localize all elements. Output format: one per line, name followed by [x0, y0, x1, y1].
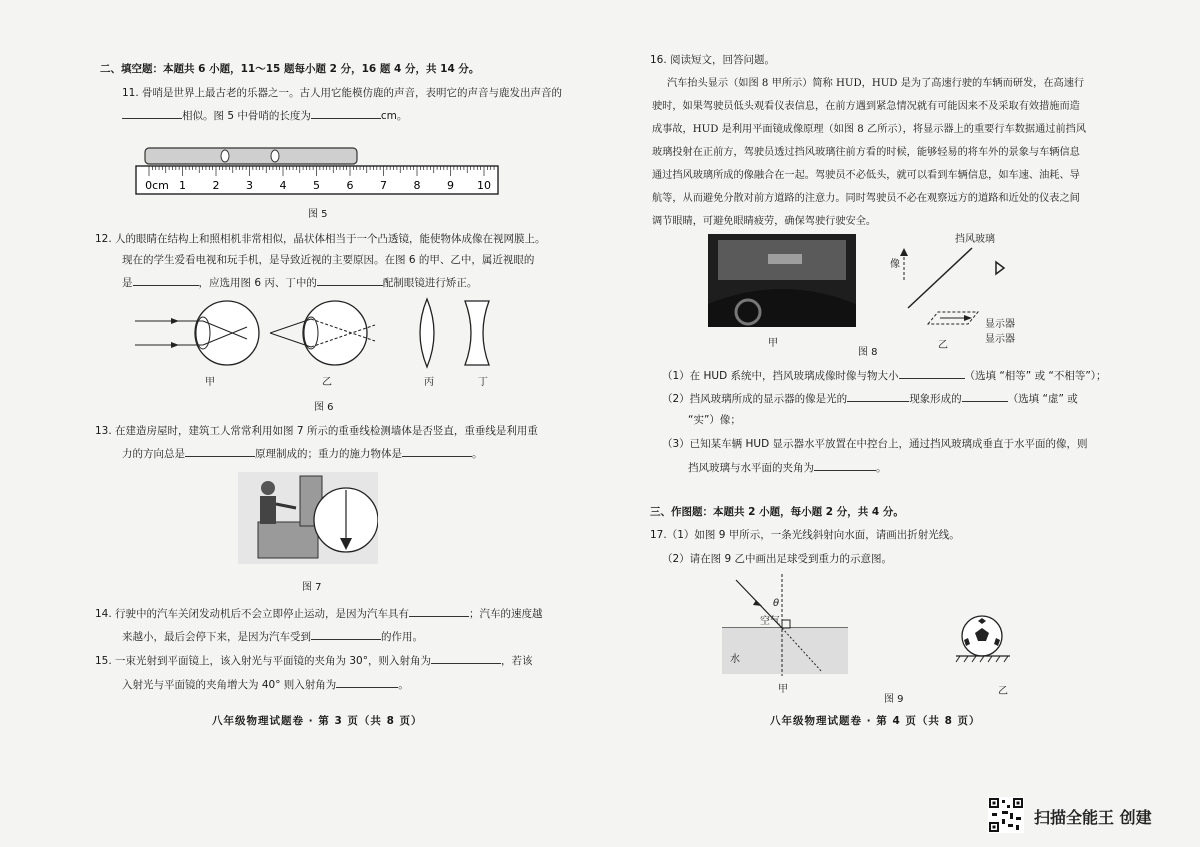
eye-jia [135, 301, 259, 365]
q16-2-blank2[interactable] [962, 391, 1008, 402]
right-footer: 八年级物理试题卷 · 第 4 页（共 8 页） [770, 715, 981, 727]
q12-blank1[interactable] [133, 275, 199, 286]
windshield-line [908, 248, 972, 308]
q12-line2: 现在的学生爱看电视和玩手机，是导致近视的主要原因。在图 6 的甲、乙中，属近视眼的 [122, 254, 535, 266]
fig8-label-yi: 乙 [938, 340, 948, 351]
q16-2: （2）挡风玻璃所成的显示器的像是光的 现象形成的 （选填 “虚” 或 [662, 393, 1078, 405]
q14-line1: 14. 行驶中的汽车关闭发动机后不会立即停止运动，是因为汽车具有 ；汽车的速度越 [95, 608, 543, 620]
q16-1: （1）在 HUD 系统中，挡风玻璃成像时像与物大小 （选填 “相等” 或 “不相等”）； [662, 370, 1107, 382]
figure-6-eyes-lenses [135, 295, 515, 373]
left-footer: 八年级物理试题卷 · 第 3 页（共 8 页） [212, 715, 423, 727]
q16-3-line1: （3）已知某车辆 HUD 显示器水平放置在中控台上，通过挡风玻璃成垂直于水平面的像，则 [662, 438, 1088, 450]
passage-line: 成事故，HUD 是利用平面镜成像原理（如图 8 乙所示），将显示器上的重要行车数据通过前挡风 [652, 124, 1087, 135]
q16-3-line2: 挡风玻璃与水平面的夹角为 。 [688, 462, 887, 474]
section2-header: 二、填空题：本题共 6 小题，11～15 题每小题 2 分，16 题 4 分，共 14 分。 [100, 63, 480, 75]
fig9-label-yi: 乙 [998, 686, 1008, 697]
convex-lens-bing [420, 299, 434, 367]
refraction-diagram [722, 572, 858, 680]
q12-line1: 12. 人的眼睛在结构上和照相机非常相似，晶状体相当于一个凸透镜，能使物体成像在视网膜上。 [95, 233, 546, 245]
fig8-display-label1: 显示器 [985, 319, 1015, 330]
fig6-caption: 图 6 [314, 402, 334, 413]
eye-icon [996, 262, 1004, 274]
q16-2-blank1[interactable] [847, 391, 909, 402]
qr-code-icon [988, 797, 1024, 833]
right-page [600, 0, 1200, 847]
q11-blank2[interactable] [311, 108, 381, 119]
bone-whistle [145, 148, 357, 164]
ruler-label: 4 [279, 179, 287, 192]
figure-5-ruler [135, 140, 505, 198]
passage-line: 汽车抬头显示（如图 8 甲所示）简称 HUD，HUD 是为了高速行驶的车辆而研发，在高速行 [667, 78, 1085, 89]
fig8-display-label2: 显示器 [985, 334, 1015, 345]
fig6-label-jia: 甲 [205, 377, 215, 388]
fig8-label-jia: 甲 [768, 338, 778, 349]
fig9-caption: 图 9 [884, 694, 904, 705]
passage-line: 通过挡风玻璃所成的像融合在一起。驾驶员不必低头，就可以看到车辆信息，如车速、油耗、导 [652, 170, 1080, 181]
ruler-label: 5 [313, 179, 320, 192]
q16-1-blank[interactable] [899, 368, 965, 379]
football-diagram [952, 612, 1014, 672]
fig6-label-bing: 丙 [424, 377, 434, 388]
passage-line: 航等，从而避免分散对前方道路的注意力。同时驾驶员不必在观察远方的道路和近处的仪表之间 [652, 193, 1080, 204]
ruler-label: 0cm [145, 179, 169, 192]
q13-blank1[interactable] [185, 446, 255, 457]
q16-3-blank[interactable] [814, 460, 876, 471]
q12-blank2[interactable] [317, 275, 383, 286]
ruler-label: 8 [413, 179, 421, 192]
ruler-label: 2 [212, 179, 220, 192]
q11-line2: 相似。图 5 中骨哨的长度为 cm。 [122, 108, 407, 123]
figure-7-plumb-line [238, 472, 378, 564]
whistle-hole [221, 150, 229, 162]
q13-line1: 13. 在建造房屋时，建筑工人常常利用如图 7 所示的重垂线检测墙体是否竖直，重垂线是利用重 [95, 425, 538, 437]
q14-blank1[interactable] [409, 606, 469, 617]
fig7-caption: 图 7 [302, 582, 322, 593]
fig8-image-label: 像 [890, 259, 900, 270]
scanner-watermark [988, 797, 1188, 833]
section3-header: 三、作图题：本题共 2 小题，每小题 2 分，共 4 分。 [650, 506, 904, 518]
passage-line: 调节眼睛，可避免眼睛疲劳，确保驾驶行驶安全。 [652, 216, 877, 227]
fig9-air-label: 空气 [760, 616, 780, 627]
q13-line2: 力的方向总是 原理制成的；重力的施力物体是 。 [122, 448, 483, 460]
fig8-caption: 图 8 [858, 347, 878, 358]
q13-blank2[interactable] [402, 446, 472, 457]
q11-blank1[interactable] [122, 108, 182, 119]
ruler-label: 6 [346, 179, 354, 192]
ruler-label: 9 [447, 179, 454, 192]
whistle-hole [271, 150, 279, 162]
fig6-label-ding: 丁 [478, 377, 488, 388]
q15-blank2[interactable] [336, 677, 398, 688]
q15-blank1[interactable] [431, 653, 501, 664]
ruler-label: 1 [179, 179, 186, 192]
ruler-label: 7 [380, 179, 387, 192]
q17-1: 17.（1）如图 9 甲所示，一条光线斜射向水面，请画出折射光线。 [650, 529, 960, 541]
q15-line1: 15. 一束光射到平面镜上，该入射光与平面镜的夹角为 30°，则入射角为 ，若该 [95, 655, 533, 667]
q11-line1: 11. 骨哨是世界上最古老的乐器之一。古人用它能模仿鹿的声音，表明它的声音与鹿发出声音的 [122, 87, 563, 99]
fig9-label-jia: 甲 [778, 684, 788, 695]
q17-2: （2）请在图 9 乙中画出足球受到重力的示意图。 [662, 553, 893, 565]
q16-passage [652, 72, 1152, 233]
q14-line2: 来越小，最后会停下来，是因为汽车受到 的作用。 [122, 631, 423, 643]
fig8-glass-label: 挡风玻璃 [955, 234, 995, 245]
q12-line3: 是 ，应选用图 6 丙、丁中的 配制眼镜进行矫正。 [122, 277, 478, 289]
q16-2-line2: “实”）像； [688, 414, 741, 426]
fig9-water-label: 水 [730, 654, 740, 665]
passage-line: 玻璃投射在正前方，驾驶员透过挡风玻璃往前方看的时候，能够轻易的将车外的景象与车辆信息 [652, 147, 1080, 158]
hud-photo [708, 234, 856, 327]
q15-line2: 入射光与平面镜的夹角增大为 40° 则入射角为 。 [122, 679, 409, 691]
water-region [722, 628, 848, 674]
concave-lens-ding [465, 301, 489, 365]
eye-yi [270, 301, 375, 365]
fig9-theta-label: θ [773, 598, 780, 609]
scanner-text: 扫描全能王 创建 [1034, 808, 1152, 827]
passage-line: 驶时，如果驾驶员低头观看仪表信息，在前方遇到紧急情况就有可能因来不及采取有效措施而造 [652, 101, 1080, 112]
ruler-label: 10 [477, 179, 491, 192]
fig6-label-yi: 乙 [322, 377, 332, 388]
fig5-caption: 图 5 [308, 209, 328, 220]
q14-blank2[interactable] [311, 629, 381, 640]
ruler-label: 3 [246, 179, 253, 192]
q16-title: 16. 阅读短文，回答问题。 [650, 54, 776, 66]
